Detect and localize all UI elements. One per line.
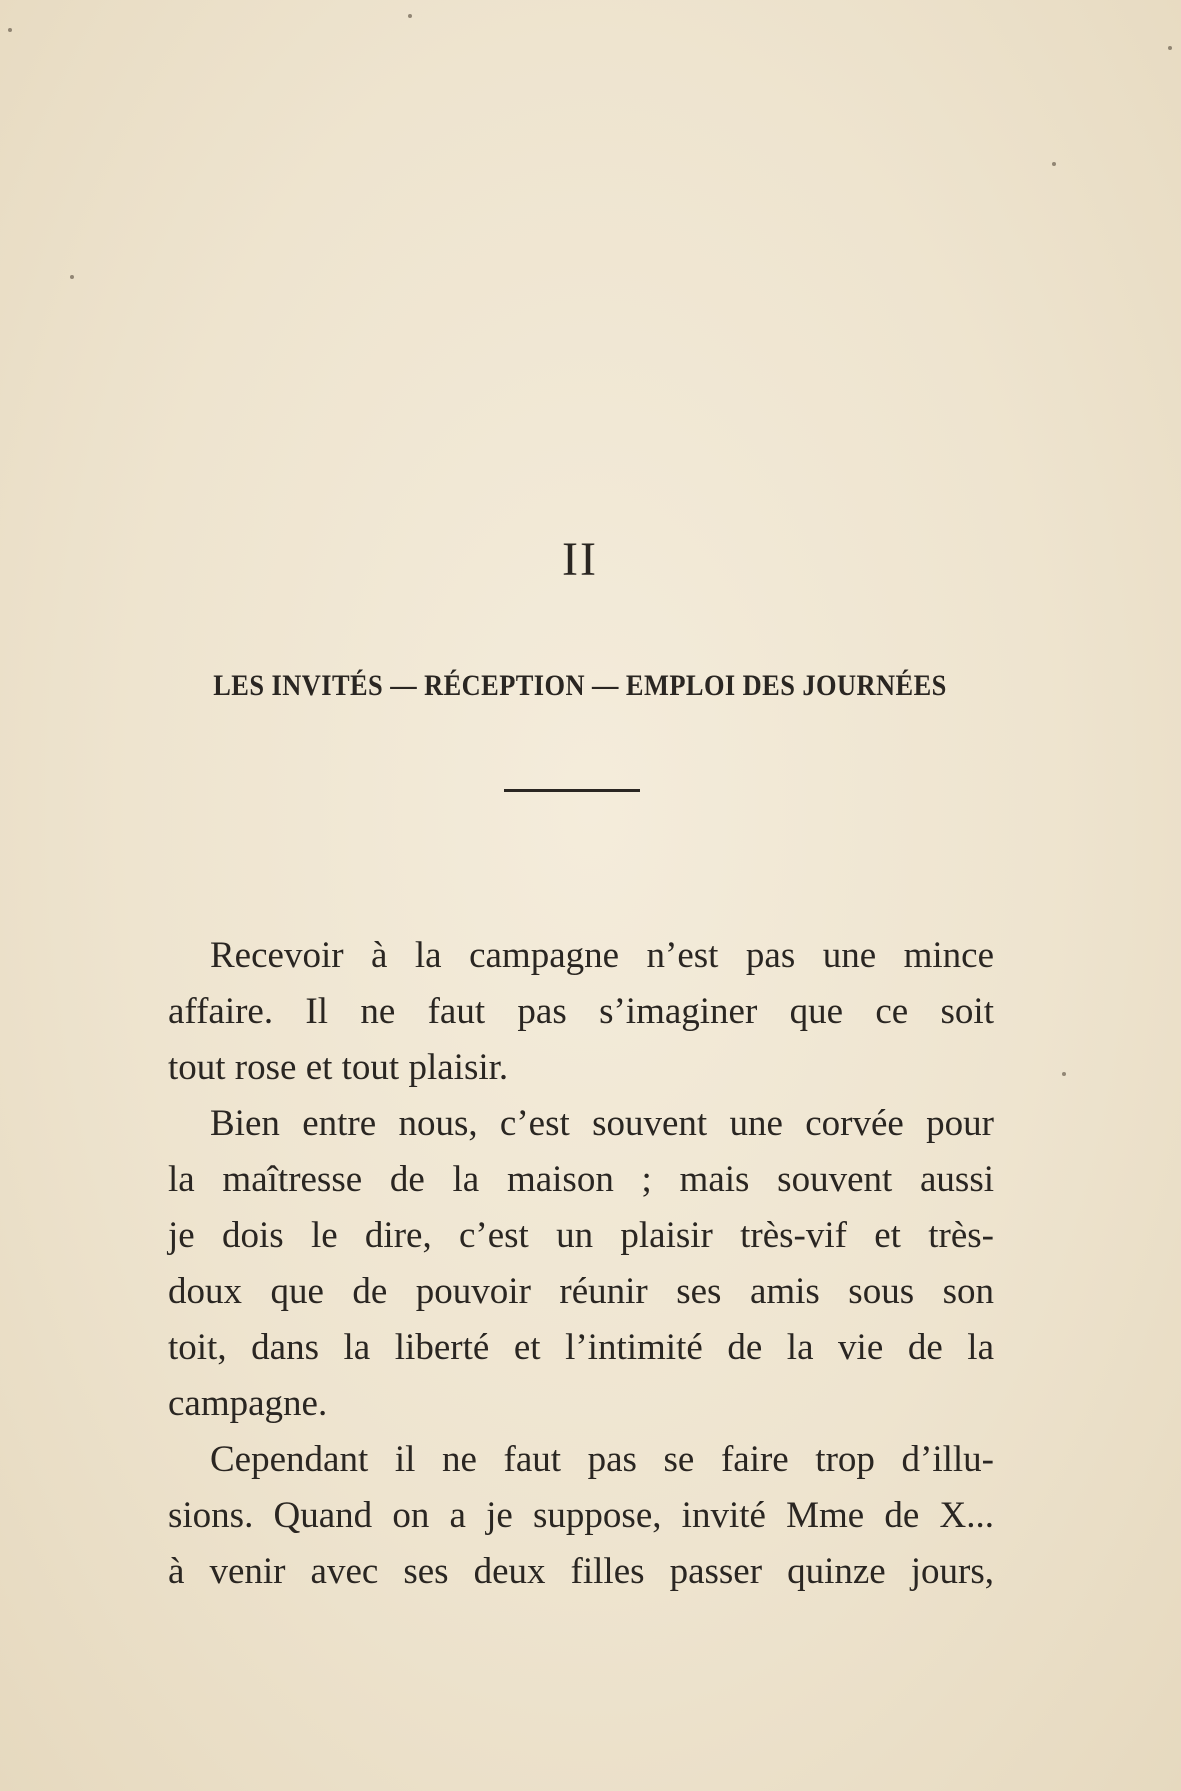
text-line: campagne. [168,1383,328,1424]
body-text [168,928,994,1600]
text-line: sions. Quand on a je suppose, invité Mme de X... [168,1495,994,1536]
text-line: tout rose et tout plaisir. [168,1047,509,1088]
ink-speck [1062,1072,1066,1076]
text-line: Bien entre nous, c’est souvent une corvée pour [210,1103,994,1144]
text-line: je dois le dire, c’est un plaisir très-vif et très- [168,1215,994,1256]
chapter-title: LES INVITÉS — RÉCEPTION — EMPLOI DES JOURNÉES [213,668,947,702]
ink-speck [1052,162,1056,166]
chapter-number: II [562,533,598,587]
text-line: doux que de pouvoir réunir ses amis sous son [168,1271,994,1312]
text-line: Cependant il ne faut pas se faire trop d’illu- [210,1439,994,1480]
ink-speck [8,28,12,32]
text-line: Recevoir à la campagne n’est pas une mince [210,935,994,976]
text-line: à venir avec ses deux filles passer quinze jours, [168,1551,994,1592]
ink-speck [408,14,412,18]
text-line: affaire. Il ne faut pas s’imaginer que ce soit [168,991,994,1032]
title-divider [504,789,640,792]
text-line: la maîtresse de la maison ; mais souvent aussi [168,1159,994,1200]
text-line: toit, dans la liberté et l’intimité de la vie de la [168,1327,994,1368]
ink-speck [70,275,74,279]
ink-speck [1168,46,1172,50]
